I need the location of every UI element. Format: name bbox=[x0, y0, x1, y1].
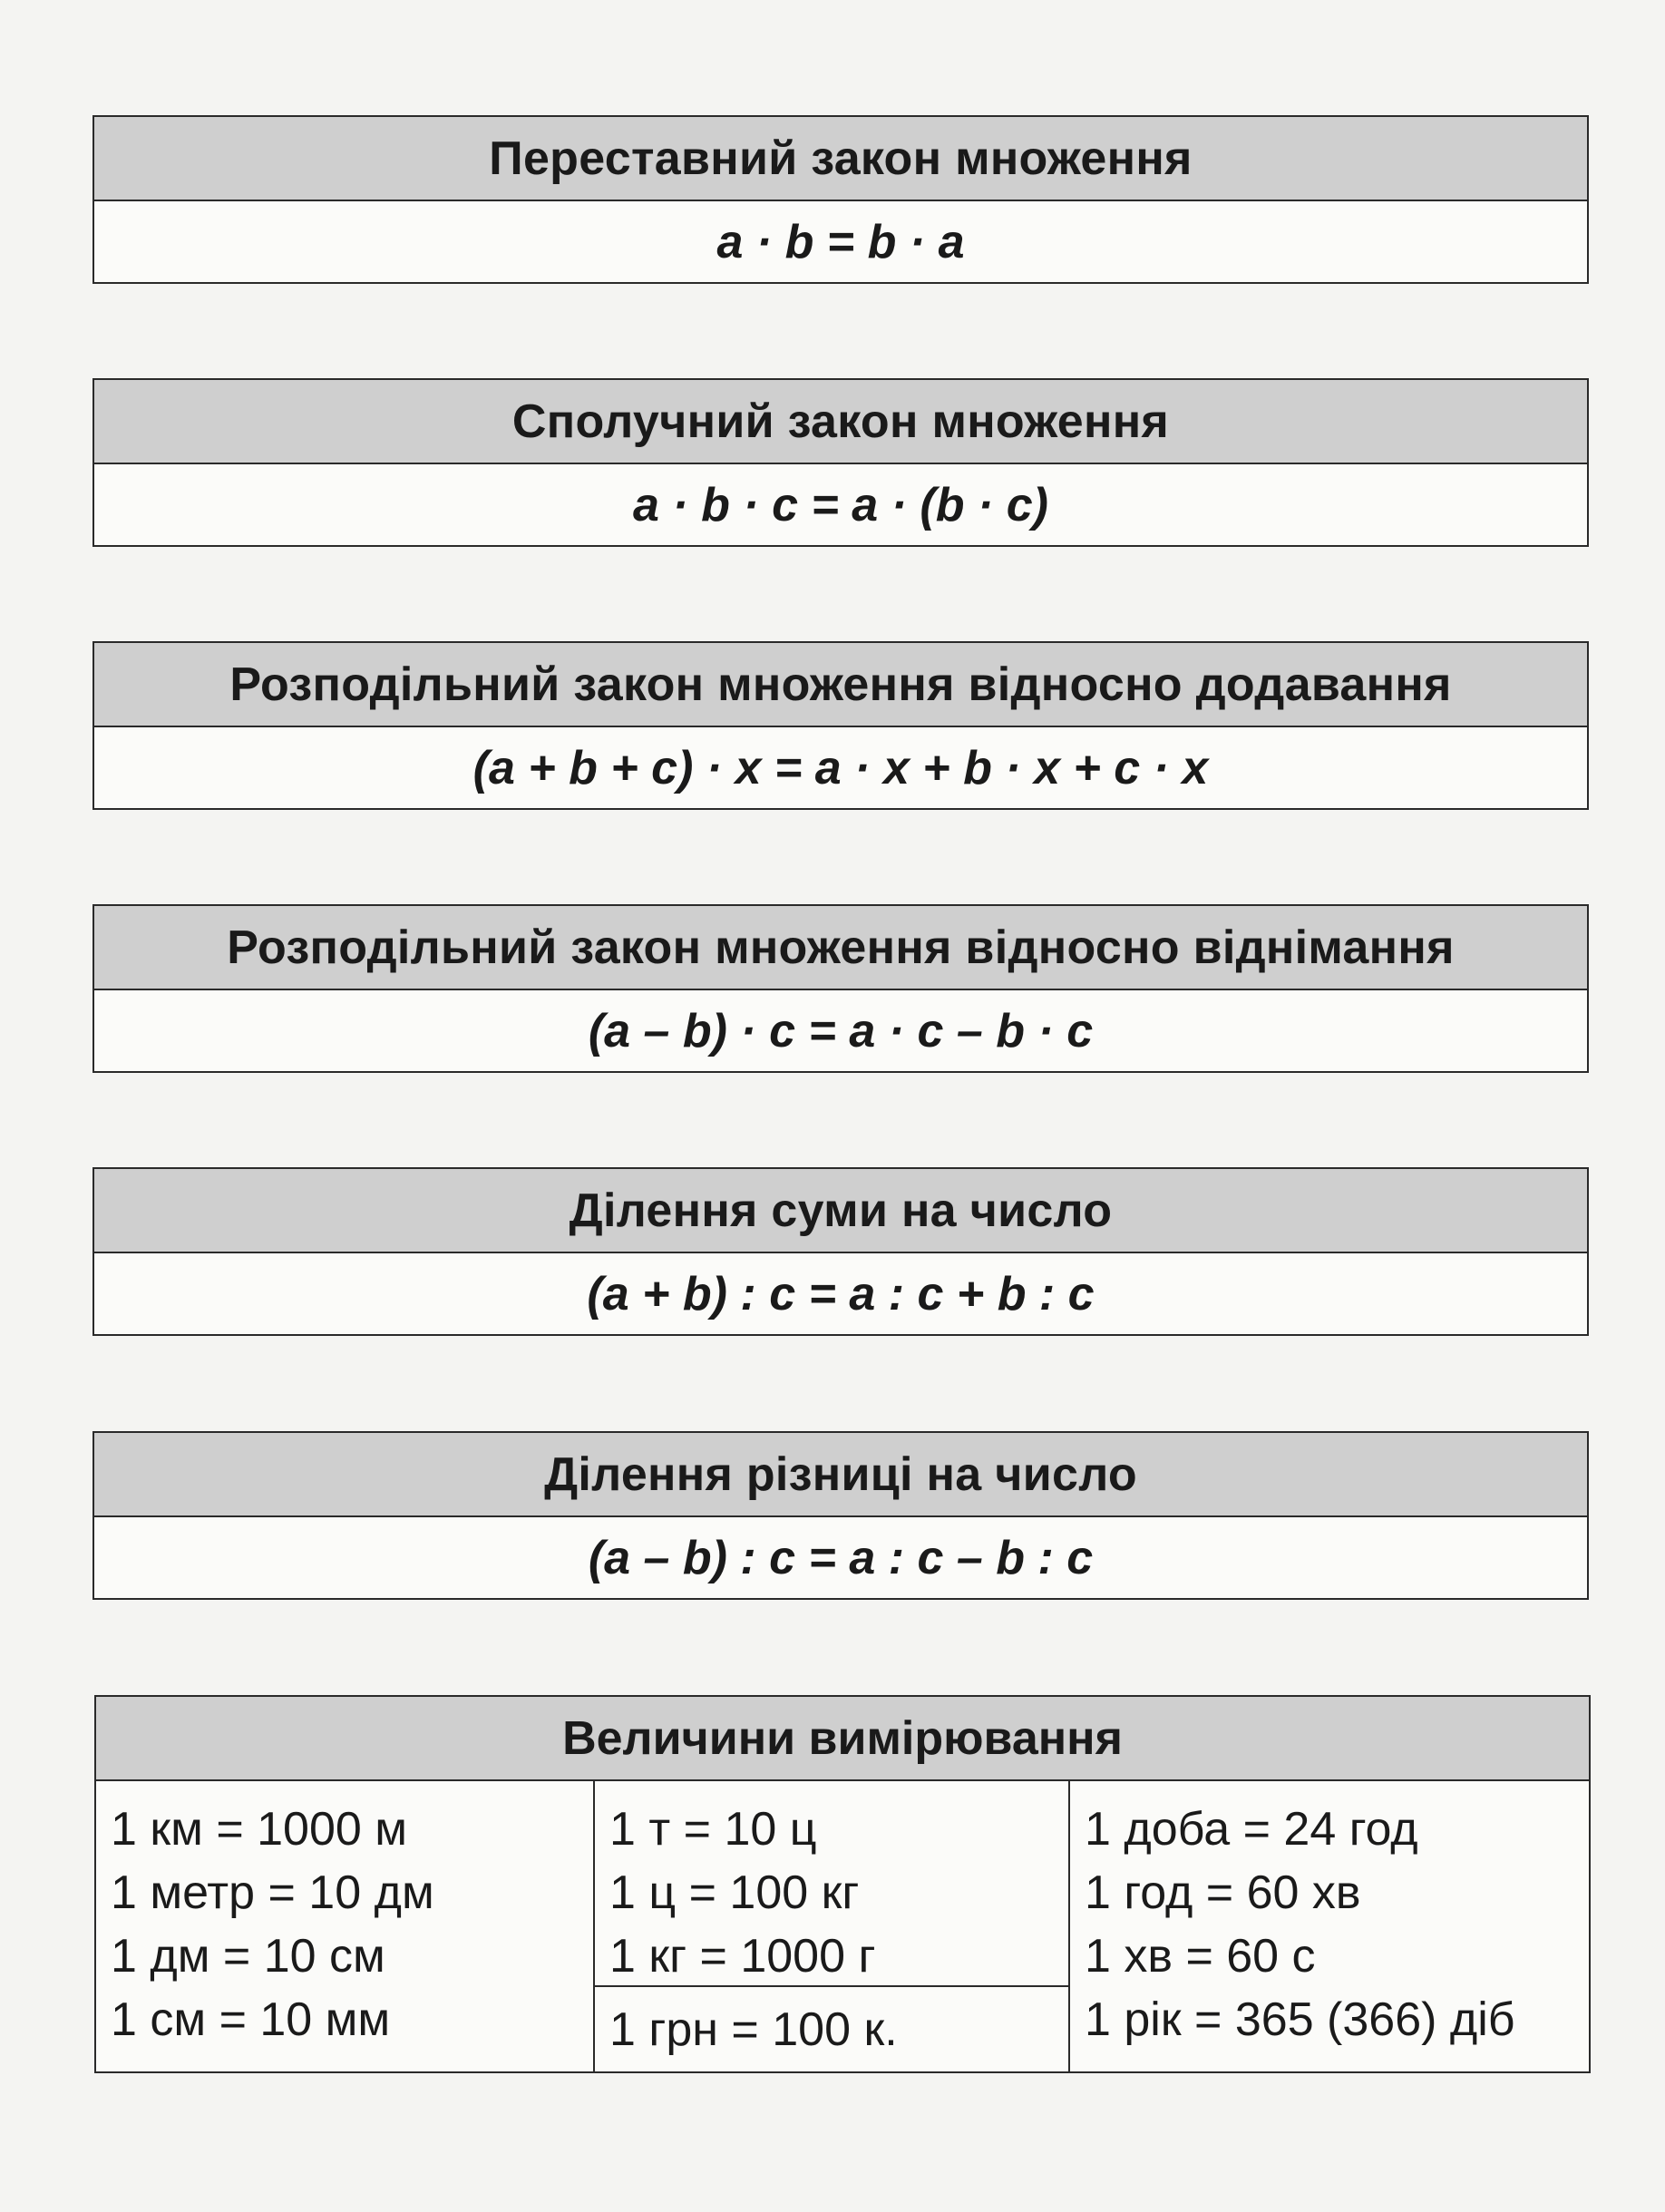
law-formula: (a + b + c) · x = a · x + b · x + c · x bbox=[472, 741, 1209, 794]
law-sum-division bbox=[92, 1167, 1589, 1336]
length-units-column bbox=[96, 1781, 595, 2071]
law-title: Ділення різниці на число bbox=[94, 1433, 1587, 1517]
time-units-column bbox=[1070, 1781, 1589, 2071]
law-difference-division bbox=[92, 1431, 1589, 1600]
law-formula: a · b = b · a bbox=[716, 215, 965, 268]
law-title: Розподільний закон множення відносно віднімання bbox=[94, 906, 1587, 990]
units-grid bbox=[96, 1781, 1589, 2071]
unit-line: 1 хв = 60 с bbox=[1085, 1930, 1316, 1983]
law-formula: (a – b) · c = a · c – b · c bbox=[588, 1004, 1094, 1057]
law-associative bbox=[92, 378, 1589, 547]
law-distributive-subtraction bbox=[92, 904, 1589, 1073]
unit-line: 1 кг = 1000 г bbox=[609, 1930, 876, 1983]
law-formula: (a – b) : c = a : c – b : c bbox=[588, 1531, 1094, 1584]
mass-money-column bbox=[595, 1781, 1070, 2071]
law-title: Ділення суми на число bbox=[94, 1169, 1587, 1253]
mass-units-cell bbox=[595, 1781, 1068, 1987]
law-formula: a · b · c = a · (b · c) bbox=[633, 478, 1048, 531]
law-distributive-addition bbox=[92, 641, 1589, 810]
law-formula: (a + b) : c = a : c + b : c bbox=[587, 1267, 1095, 1320]
law-title: Сполучний закон множення bbox=[94, 380, 1587, 464]
units-title: Величини вимірювання bbox=[96, 1697, 1589, 1781]
unit-line: 1 см = 10 мм bbox=[111, 1993, 391, 2046]
unit-line: 1 рік = 365 (366) діб bbox=[1085, 1993, 1515, 2046]
money-units-cell bbox=[595, 1987, 1068, 2071]
unit-line: 1 км = 1000 м bbox=[111, 1803, 408, 1856]
unit-line: 1 дм = 10 см bbox=[111, 1930, 385, 1983]
law-title: Розподільний закон множення відносно додавання bbox=[94, 643, 1587, 727]
unit-line: 1 грн = 100 к. bbox=[609, 2002, 898, 2056]
unit-line: 1 год = 60 хв bbox=[1085, 1866, 1361, 1919]
law-title: Переставний закон множення bbox=[94, 117, 1587, 201]
unit-line: 1 метр = 10 дм bbox=[111, 1866, 434, 1919]
unit-line: 1 т = 10 ц bbox=[609, 1803, 817, 1856]
units-table bbox=[94, 1695, 1591, 2073]
unit-line: 1 ц = 100 кг bbox=[609, 1866, 860, 1919]
law-commutative bbox=[92, 115, 1589, 284]
unit-line: 1 доба = 24 год bbox=[1085, 1803, 1418, 1856]
